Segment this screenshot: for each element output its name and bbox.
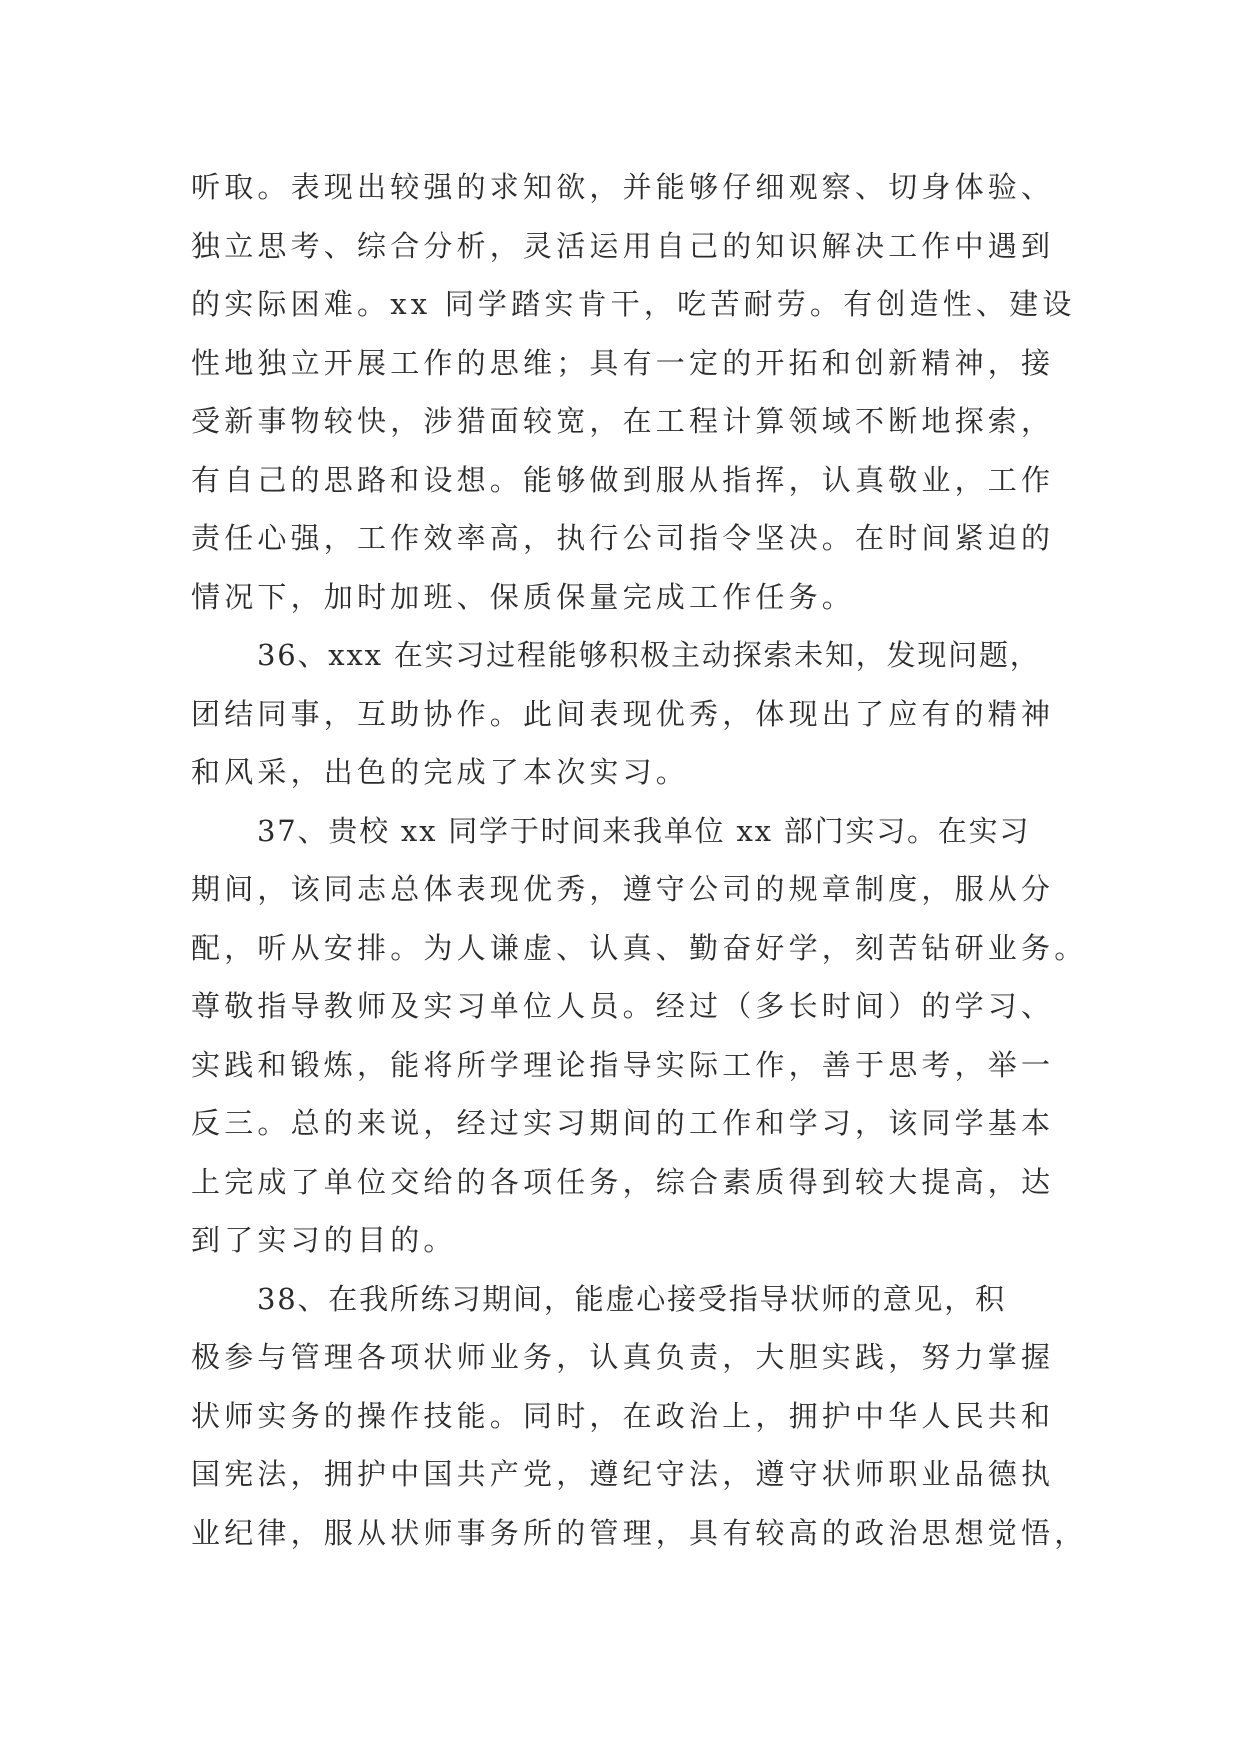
text-line: 业纪律，服从状师事务所的管理，具有较高的政治思想觉悟， [191, 1515, 1088, 1550]
body-text [191, 158, 1088, 1562]
text-line: 的实际困难。xx 同学踏实肯干，吃苦耐劳。有创造性、建设 [191, 287, 1076, 321]
text-line: 责任心强，工作效率高，执行公司指令坚决。在时间紧迫的 [191, 521, 1055, 555]
text-line: 38、在我所练习期间，能虚心接受指导状师的意见，积 [257, 1281, 1006, 1316]
text-line: 团结同事，互助协作。此间表现优秀，体现出了应有的精神 [191, 696, 1055, 731]
text-line: 反三。总的来说，经过实习期间的工作和学习，该同学基本 [191, 1106, 1055, 1140]
text-line: 实践和锻炼，能将所学理论指导实际工作，善于思考，举一 [191, 1047, 1055, 1082]
text-line: 听取。表现出较强的求知欲，并能够仔细观察、切身体验、 [191, 170, 1055, 204]
paragraph-continuation [191, 158, 1076, 626]
text-line: 37、贵校 xx 同学于时间来我单位 xx 部门实习。在实习 [257, 813, 1031, 848]
text-line: 尊敬指导教师及实习单位人员。经过（多长时间）的学习、 [191, 989, 1055, 1023]
text-line: 36、xxx 在实习过程能够积极主动探索未知，发现问题， [257, 638, 1041, 672]
text-line: 状师实务的操作技能。同时，在政治上，拥护中华人民共和 [191, 1398, 1055, 1433]
text-line: 国宪法，拥护中国共产党，遵纪守法，遵守状师职业品德执 [191, 1457, 1055, 1491]
text-line: 上完成了单位交给的各项任务，综合素质得到较大提高，达 [191, 1164, 1055, 1199]
text-line: 极参与管理各项状师业务，认真负责，大胆实践，努力掌握 [191, 1340, 1055, 1374]
text-line: 到了实习的目的。 [191, 1223, 457, 1257]
text-line: 配，听从安排。为人谦虚、认真、勤奋好学，刻苦钻研业务。 [191, 930, 1088, 965]
text-line: 独立思考、综合分析，灵活运用自己的知识解决工作中遇到 [191, 228, 1055, 263]
paragraph-38 [191, 1270, 1088, 1563]
text-line: 性地独立开展工作的思维；具有一定的开拓和创新精神，接 [191, 345, 1055, 380]
text-line: 和风采，出色的完成了本次实习。 [191, 755, 690, 789]
paragraph-36 [191, 626, 1071, 802]
text-line: 期间，该同志总体表现优秀，遵守公司的规章制度，服从分 [191, 872, 1055, 906]
text-line: 有自己的思路和设想。能够做到服从指挥，认真敬业，工作 [191, 462, 1055, 497]
text-line: 受新事物较快，涉猎面较宽，在工程计算领域不断地探索， [191, 404, 1055, 438]
text-line: 情况下，加时加班、保质保量完成工作任务。 [191, 579, 856, 614]
paragraph-37 [191, 802, 1088, 1270]
